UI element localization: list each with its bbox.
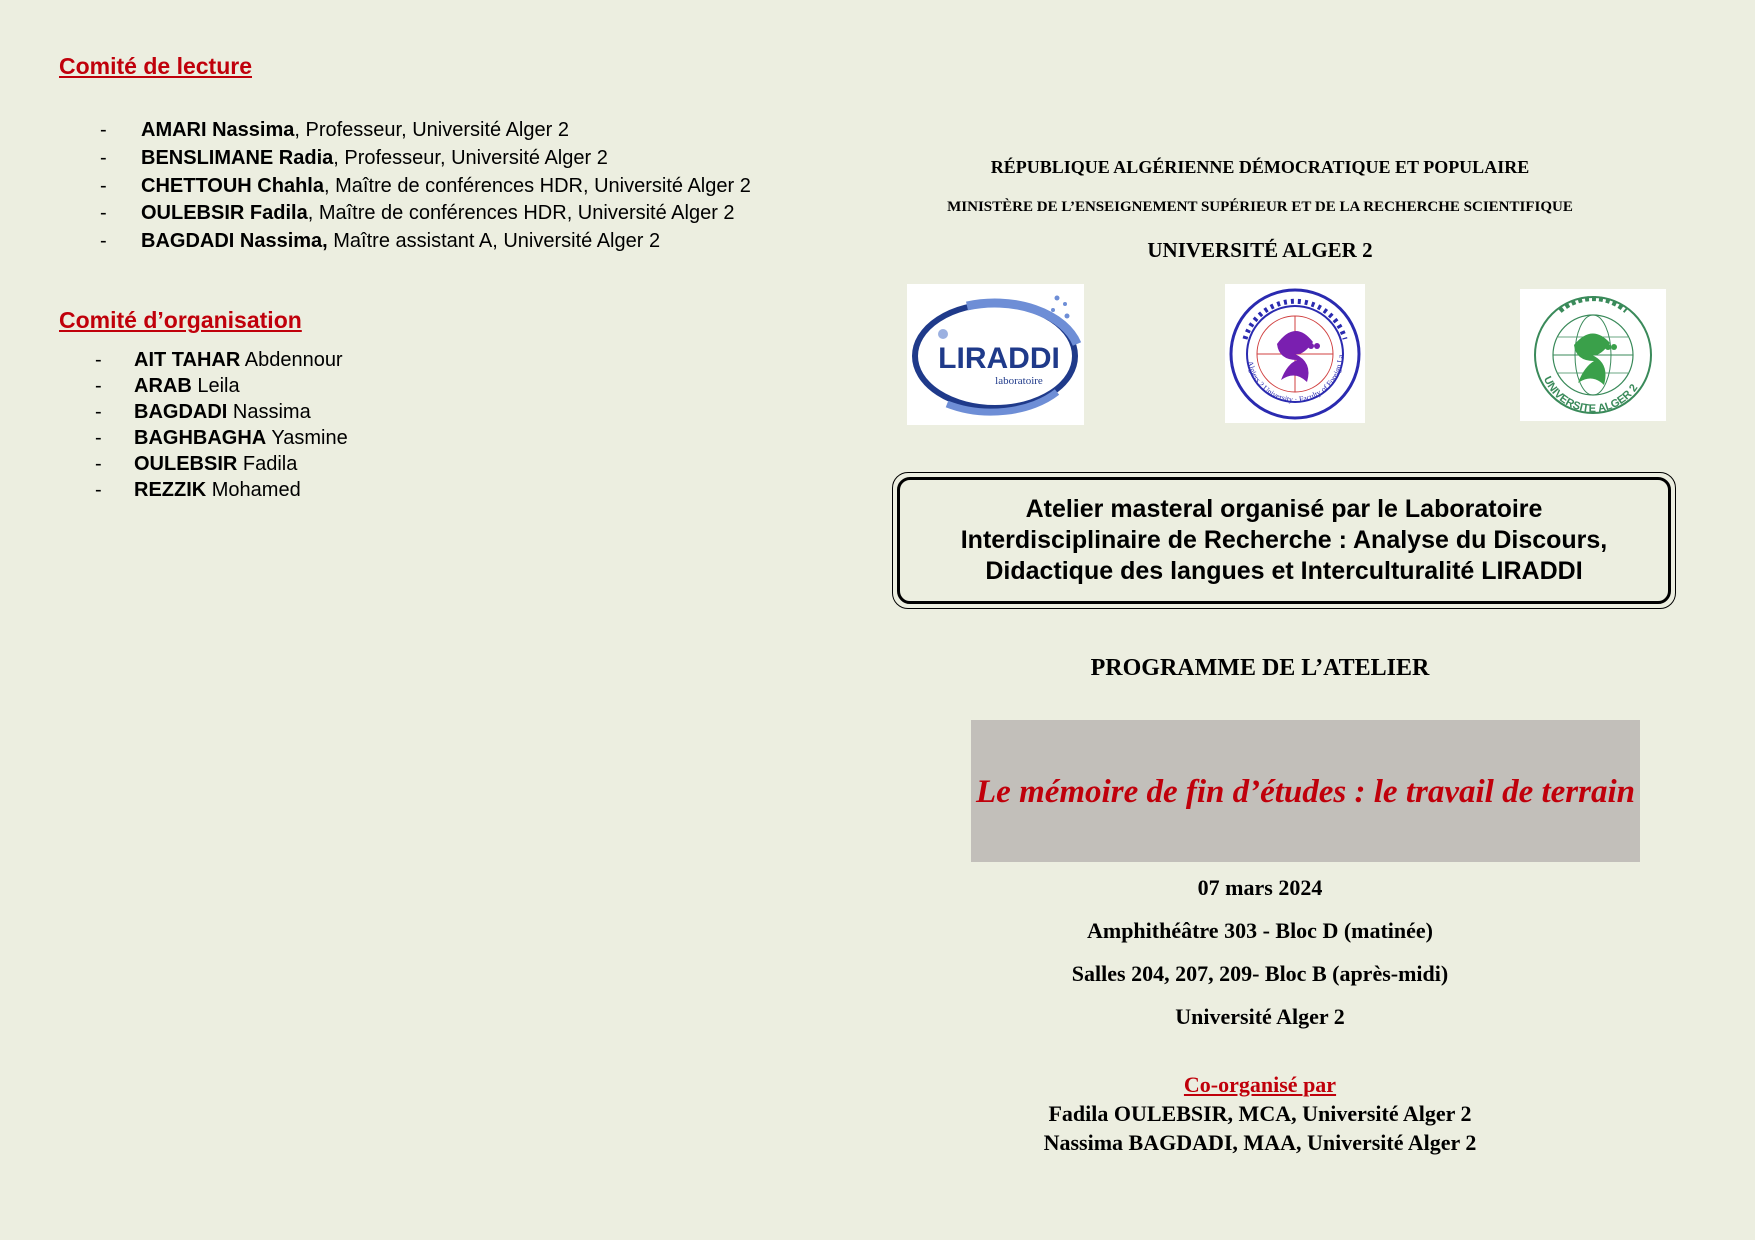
list-item: - AMARI Nassima, Professeur, Université Alger 2 [100,119,569,141]
liraddi-logo [907,284,1084,425]
member-name: CHETTOUH Chahla [141,174,324,197]
list-item: - REZZIK Mohamed [95,479,301,501]
event-date: 07 mars 2024 [1197,875,1323,900]
member-name: BAGDADI Nassima, [141,230,328,253]
event-morning-location: Amphithéâtre 303 - Bloc D (matinée) [1086,918,1434,943]
member-last-name: BAGHBAGHA [134,427,267,449]
organizing-committee-list [95,347,348,503]
member-role: , Maître de conférences HDR, Université Alger 2 [307,202,735,225]
faculty-logo-text: Algiers 2 University · Faculty of Foreign La [1245,354,1346,405]
member-last-name: REZZIK [134,479,207,501]
list-item: - OULEBSIR Fadila [95,453,298,475]
list-item: - ARAB Leila [95,375,240,397]
co-organized-heading: Co-organisé par [1183,1072,1337,1097]
republic-title: RÉPUBLIQUE ALGÉRIENNE DÉMOCRATIQUE ET POPULAIRE [990,157,1530,177]
atelier-frame-inner [897,477,1671,604]
ministry-title: MINISTÈRE DE L’ENSEIGNEMENT SUPÉRIEUR ET DE LA RECHERCHE SCIENTIFIQUE [947,199,1573,215]
member-name: AMARI Nassima [141,119,295,141]
list-item: - AIT TAHAR Abdennour [95,349,343,371]
member-first-name: Nassima [227,401,311,423]
university-title: UNIVERSITÉ ALGER 2 [1147,238,1373,262]
member-last-name: AIT TAHAR [134,349,241,371]
event-university: Université Alger 2 [1175,1004,1345,1029]
member-role: , Maître de conférences HDR, Université Alger 2 [323,174,751,197]
reading-committee-list [100,117,751,256]
liraddi-logo-text: LIRADDI [938,342,1060,375]
co-organizer-1: Fadila OULEBSIR, MCA, Université Alger 2 [1048,1101,1472,1126]
theme-box [971,720,1640,862]
list-item: - OULEBSIR Fadila, Maître de conférences HDR, Université Alger 2 [100,202,735,225]
member-role: , Professeur, Université Alger 2 [333,146,608,169]
theme-title: Le mémoire de fin d’études : le travail de terrain [976,774,1635,810]
atelier-description: Atelier masteral organisé par le Laboratoire Interdisciplinaire de Recherche : Analyse du Discours, Didactique des langues et Interculturalité LIRADDI [960,495,1608,585]
member-first-name: Yasmine [266,427,348,449]
co-organizer-2: Nassima BAGDADI, MAA, Université Alger 2 [1043,1130,1477,1155]
member-name: OULEBSIR Fadila [141,202,308,225]
member-first-name: Abdennour [240,349,343,371]
atelier-frame [892,472,1676,609]
member-name: BENSLIMANE Radia [141,146,334,169]
list-item: - BENSLIMANE Radia, Professeur, Université Alger 2 [100,146,608,169]
member-last-name: ARAB [134,375,192,397]
liraddi-logo-subtext: laboratoire [995,375,1043,387]
programme-title: PROGRAMME DE L’ATELIER [1090,655,1430,681]
event-afternoon-location: Salles 204, 207, 209- Bloc B (après-midi) [1071,961,1449,986]
member-first-name: Leila [191,375,240,397]
list-item: - CHETTOUH Chahla, Maître de conférences HDR, Université Alger 2 [100,174,751,197]
list-item: - BAGDADI Nassima, Maître assistant A, Université Alger 2 [100,230,661,253]
member-last-name: OULEBSIR [134,453,238,475]
university-logo [1520,289,1666,421]
member-first-name: Fadila [237,453,298,475]
list-item: - BAGHBAGHA Yasmine [95,427,348,449]
reading-committee-heading: Comité de lecture [59,53,252,79]
faculty-logo [1225,284,1365,423]
member-last-name: BAGDADI [134,401,228,423]
member-role: , Professeur, Université Alger 2 [294,119,569,141]
member-first-name: Mohamed [206,479,301,501]
university-logo-text: UNIVERSITE ALGER 2 [1540,374,1641,416]
list-item: - BAGDADI Nassima [95,401,311,423]
organizing-committee-heading: Comité d’organisation [59,307,302,333]
member-role: Maître assistant A, Université Alger 2 [327,230,661,253]
